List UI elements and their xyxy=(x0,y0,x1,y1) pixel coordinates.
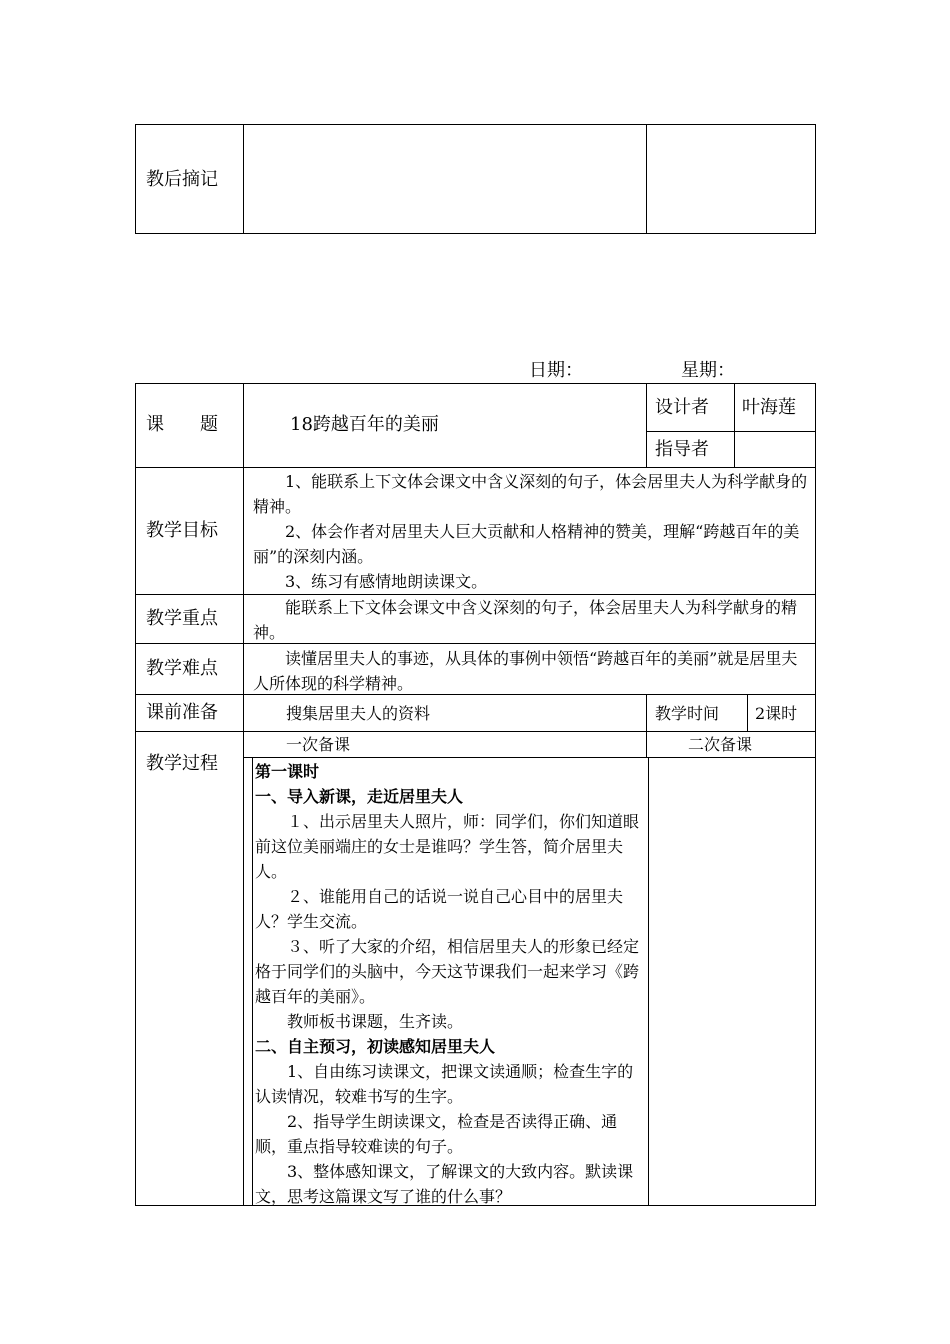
designer-label: 设计者 xyxy=(655,397,709,418)
difficulties-text: 读懂居里夫人的事迹，从具体的事例中领悟“跨越百年的美丽”就是居里夫人所体现的科学精神。 xyxy=(253,649,798,693)
key-points-text: 能联系上下文体会课文中含义深刻的句子，体会居里夫人为科学献身的精神。 xyxy=(253,598,798,642)
process-paragraph: 2、指导学生朗读课文，检查是否读得正确、通顺，重点指导较难读的句子。 xyxy=(255,1112,618,1156)
process-content xyxy=(255,759,642,1209)
goal-item: 1、能联系上下文体会课文中含义深刻的句子，体会居里夫人为科学献身的精神。 xyxy=(253,472,808,516)
process-label: 教学过程 xyxy=(146,753,218,774)
advisor-label: 指导者 xyxy=(655,439,709,460)
section-title: 一、导入新课，走近居里夫人 xyxy=(255,787,464,806)
teaching-time-label: 教学时间 xyxy=(655,704,720,723)
difficulties-label: 教学难点 xyxy=(146,658,218,679)
topic-value: 18跨越百年的美丽 xyxy=(290,414,439,435)
process-paragraph: 1、自由练习读课文，把课文读通顺；检查生字的认读情况，较难书写的生字。 xyxy=(255,1062,634,1106)
date-label: 日期： xyxy=(529,360,583,381)
goal-item: 2、体会作者对居里夫人巨大贡献和人格精神的赞美，理解“跨越百年的美丽”的深刻内涵。 xyxy=(253,522,800,566)
lesson-title: 第一课时 xyxy=(255,762,320,781)
process-paragraph: 3、整体感知课文，了解课文的大致内容。默读课文，思考这篇课文写了谁的什么事？ xyxy=(255,1162,634,1206)
process-paragraph: ２、谁能用自己的话说一说自己心目中的居里夫人？学生交流。 xyxy=(255,887,624,931)
first-prep-label: 一次备课 xyxy=(286,735,351,754)
process-paragraph: ３、听了大家的介绍，相信居里夫人的形象已经定格于同学们的头脑中，今天这节课我们一起来学习《跨越百年的美丽》。 xyxy=(255,937,640,1006)
goals-label: 教学目标 xyxy=(146,520,218,541)
designer-value: 叶海莲 xyxy=(742,397,796,418)
prep-value: 搜集居里夫人的资料 xyxy=(286,704,431,723)
second-prep-label: 二次备课 xyxy=(688,735,753,754)
process-paragraph: １、出示居里夫人照片，师：同学们，你们知道眼前这位美丽端庄的女士是谁吗？学生答，简介居里夫人。 xyxy=(255,812,640,881)
prep-label: 课前准备 xyxy=(146,702,218,723)
process-paragraph: 教师板书课题，生齐读。 xyxy=(287,1012,464,1031)
post-lesson-notes-label: 教后摘记 xyxy=(146,169,218,190)
key-points-label: 教学重点 xyxy=(146,608,218,629)
teaching-time-value: 2课时 xyxy=(755,704,798,723)
topic-label: 课 题 xyxy=(146,414,218,435)
section-title: 二、自主预习，初读感知居里夫人 xyxy=(255,1037,496,1056)
weekday-label: 星期： xyxy=(681,360,735,381)
goals-list xyxy=(253,469,811,594)
goal-item: 3、练习有感情地朗读课文。 xyxy=(285,572,488,591)
